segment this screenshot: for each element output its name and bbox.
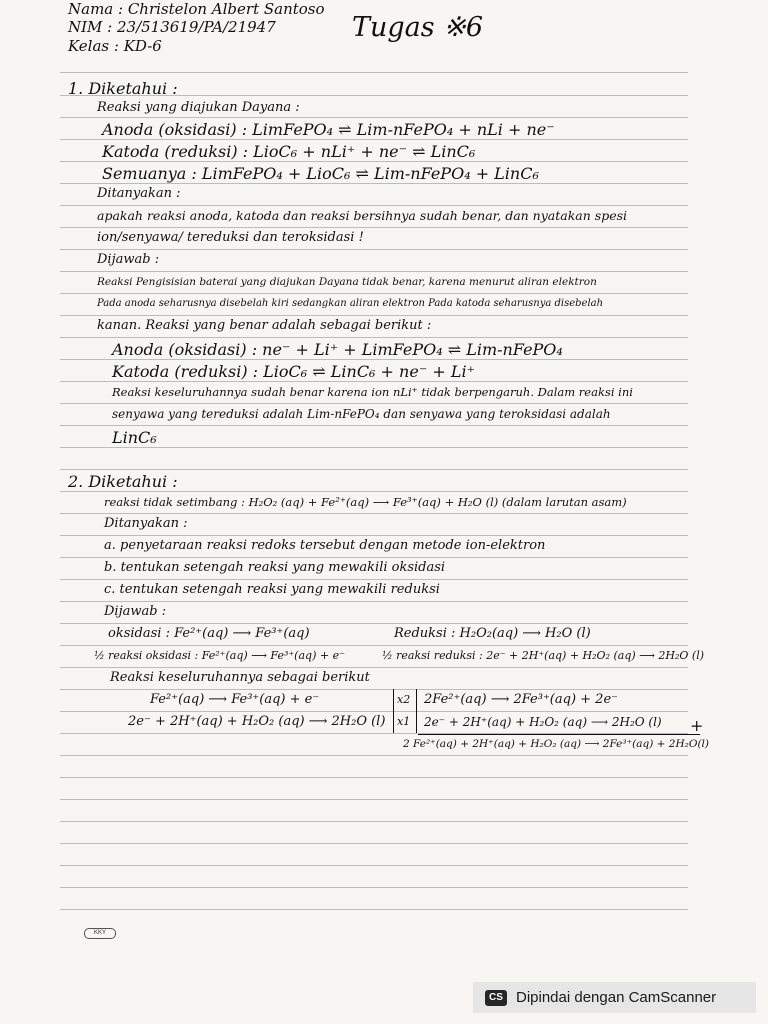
q2-left-eq1: Fe²⁺(aq) ⟶ Fe³⁺(aq) + e⁻ bbox=[150, 692, 320, 707]
ruled-line bbox=[60, 205, 688, 206]
q1-line: senyawa yang tereduksi adalah Lim-nFePO₄ dan senyawa yang teroksidasi adalah bbox=[112, 407, 611, 421]
student-class: Kelas : KD-6 bbox=[68, 37, 162, 55]
ruled-line bbox=[60, 557, 688, 558]
ruled-line bbox=[60, 755, 688, 756]
q1-line: Ditanyakan : bbox=[97, 186, 181, 201]
q2-line: a. penyetaraan reaksi redoks tersebut dengan metode ion-elektron bbox=[104, 538, 546, 553]
ruled-line bbox=[60, 425, 688, 426]
ruled-line bbox=[60, 865, 688, 866]
sum-plus: + bbox=[690, 716, 704, 735]
divider-left bbox=[393, 689, 394, 733]
q2-right-eq2: 2e⁻ + 2H⁺(aq) + H₂O₂ (aq) ⟶ 2H₂O (l) bbox=[424, 715, 662, 729]
q2-line: reaksi tidak setimbang : H₂O₂ (aq) + Fe²⁺(aq) ⟶ Fe³⁺(aq) + H₂O (l) (dalam larutan asam) bbox=[104, 495, 627, 509]
ruled-line bbox=[60, 72, 688, 73]
ruled-line bbox=[60, 447, 688, 448]
ruled-line bbox=[60, 271, 688, 272]
ruled-line bbox=[60, 513, 688, 514]
camscanner-label: Dipindai dengan CamScanner bbox=[516, 989, 717, 1006]
ruled-line bbox=[60, 689, 688, 690]
q1-line: Pada anoda seharusnya disebelah kiri sedangkan aliran elektron Pada katoda seharusnya disebelah bbox=[97, 298, 604, 309]
ruled-line bbox=[60, 667, 688, 668]
ruled-line bbox=[60, 711, 688, 712]
q1-number: 1. Diketahui : bbox=[68, 79, 178, 98]
student-name: Nama : Christelon Albert Santoso bbox=[68, 0, 325, 18]
ruled-line bbox=[60, 381, 688, 382]
ruled-line bbox=[60, 161, 688, 162]
q1-line: apakah reaksi anoda, katoda dan reaksi bersihnya sudah benar, dan nyatakan spesi bbox=[97, 208, 628, 223]
multiplier-1: x2 bbox=[397, 693, 411, 706]
ruled-line bbox=[60, 359, 688, 360]
ruled-line bbox=[60, 887, 688, 888]
ruled-line bbox=[60, 821, 688, 822]
camscanner-watermark bbox=[473, 982, 756, 1013]
camscanner-logo-icon: CS bbox=[485, 990, 507, 1006]
q2-number: 2. Diketahui : bbox=[68, 472, 178, 491]
ruled-line bbox=[60, 623, 688, 624]
page-mark: KKY bbox=[84, 928, 116, 939]
q1-line: Katoda (reduksi) : LioC₆ ⇌ LinC₆ + ne⁻ + Li⁺ bbox=[112, 362, 476, 381]
ruled-line bbox=[60, 491, 688, 492]
divider-right bbox=[416, 689, 417, 733]
q1-line: LinC₆ bbox=[112, 428, 157, 447]
q2-left-eq2: 2e⁻ + 2H⁺(aq) + H₂O₂ (aq) ⟶ 2H₂O (l) bbox=[128, 714, 386, 729]
ruled-line bbox=[60, 139, 688, 140]
ruled-line bbox=[60, 843, 688, 844]
q2-final-equation: 2 Fe²⁺(aq) + 2H⁺(aq) + H₂O₂ (aq) ⟶ 2Fe³⁺(aq) + 2H₂O(l) bbox=[403, 738, 710, 750]
q1-line: Anoda (oksidasi) : LimFePO₄ ⇌ Lim-nFePO₄ + nLi + ne⁻ bbox=[102, 120, 555, 139]
ruled-line bbox=[60, 117, 688, 118]
sum-line bbox=[418, 734, 700, 735]
q2-line: Ditanyakan : bbox=[104, 516, 188, 531]
ruled-line bbox=[60, 645, 688, 646]
multiplier-2: x1 bbox=[397, 715, 411, 728]
ruled-line bbox=[60, 293, 688, 294]
ruled-line bbox=[60, 535, 688, 536]
q2-line: Dijawab : bbox=[104, 604, 167, 619]
q1-line: Dijawab : bbox=[97, 252, 160, 267]
q1-line: ion/senyawa/ tereduksi dan teroksidasi ! bbox=[97, 230, 364, 245]
q1-line: kanan. Reaksi yang benar adalah sebagai berikut : bbox=[97, 318, 432, 333]
ruled-line bbox=[60, 183, 688, 184]
ruled-line bbox=[60, 777, 688, 778]
q2-line: c. tentukan setengah reaksi yang mewakili reduksi bbox=[104, 582, 440, 597]
q2-total-label: Reaksi keseluruhannya sebagai berikut bbox=[110, 670, 370, 685]
q1-line: Anoda (oksidasi) : ne⁻ + Li⁺ + LimFePO₄ ⇌ Lim-nFePO₄ bbox=[112, 340, 563, 359]
q1-line: Reaksi keseluruhannya sudah benar karena ion nLi⁺ tidak berpengaruh. Dalam reaksi ini bbox=[112, 385, 633, 399]
q1-line: Katoda (reduksi) : LioC₆ + nLi⁺ + ne⁻ ⇌ LinC₆ bbox=[102, 142, 476, 161]
q1-line: Reaksi yang diajukan Dayana : bbox=[97, 100, 300, 115]
q1-line: Semuanya : LimFePO₄ + LioC₆ ⇌ Lim-nFePO₄ + LinC₆ bbox=[102, 164, 539, 183]
q2-right-eq1: 2Fe²⁺(aq) ⟶ 2Fe³⁺(aq) + 2e⁻ bbox=[424, 692, 619, 707]
ruled-line bbox=[60, 227, 688, 228]
q2-oxidation: oksidasi : Fe²⁺(aq) ⟶ Fe³⁺(aq) bbox=[108, 626, 310, 641]
ruled-line bbox=[60, 799, 688, 800]
ruled-line bbox=[60, 909, 688, 910]
student-nim: NIM : 23/513619/PA/21947 bbox=[68, 18, 276, 36]
ruled-line bbox=[60, 403, 688, 404]
ruled-line bbox=[60, 469, 688, 470]
ruled-line bbox=[60, 337, 688, 338]
q2-reduction: Reduksi : H₂O₂(aq) ⟶ H₂O (l) bbox=[394, 626, 591, 641]
q1-line: Reaksi Pengisisian baterai yang diajukan Dayana tidak benar, karena menurut aliran elektron bbox=[97, 276, 597, 288]
ruled-line bbox=[60, 579, 688, 580]
ruled-line bbox=[60, 249, 688, 250]
ruled-line bbox=[60, 601, 688, 602]
q2-half-reduction: ½ reaksi reduksi : 2e⁻ + 2H⁺(aq) + H₂O₂ (aq) ⟶ 2H₂O (l) bbox=[382, 649, 705, 662]
q2-half-oxidation: ½ reaksi oksidasi : Fe²⁺(aq) ⟶ Fe³⁺(aq) + e⁻ bbox=[94, 649, 345, 662]
ruled-line bbox=[60, 315, 688, 316]
q2-line: b. tentukan setengah reaksi yang mewakili oksidasi bbox=[104, 560, 446, 575]
page-title: Tugas ※6 bbox=[352, 12, 484, 43]
